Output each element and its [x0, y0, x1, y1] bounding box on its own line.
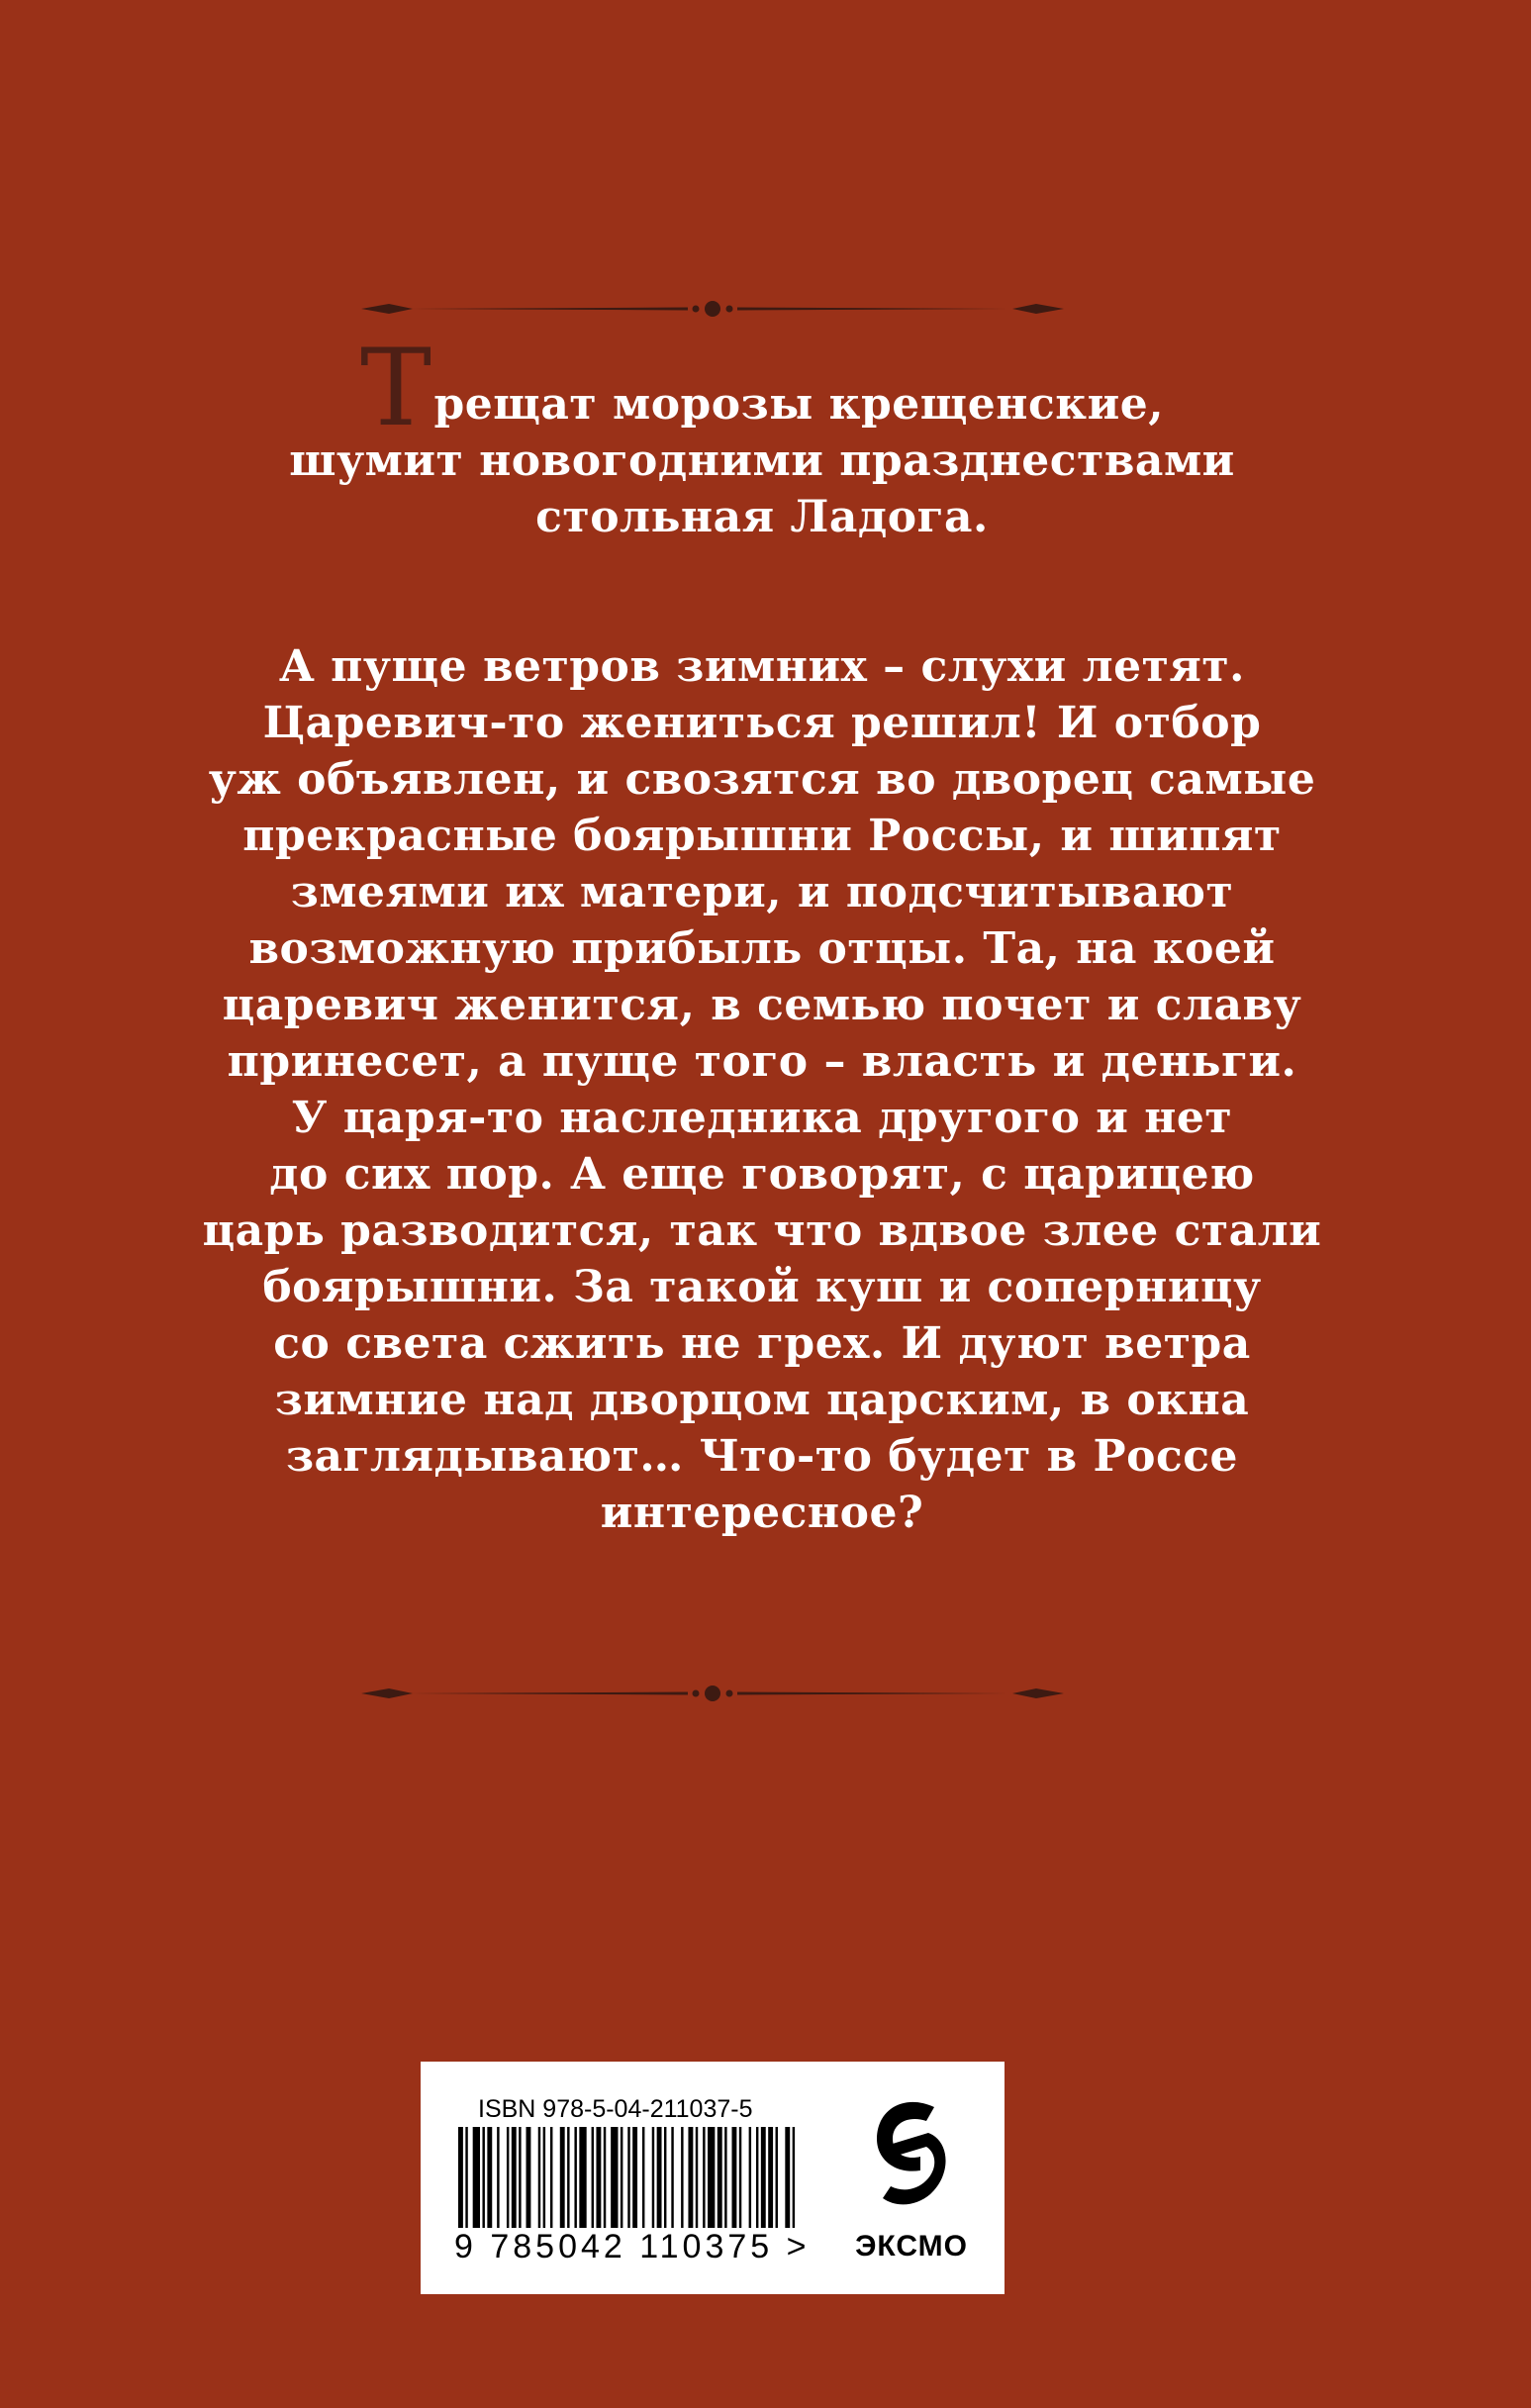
barcode-bar	[681, 2127, 683, 2244]
barcode-bar	[688, 2127, 693, 2244]
barcode-bar	[768, 2127, 773, 2244]
barcode-bar	[761, 2127, 766, 2244]
barcode-number: 9 785042 110375 >	[454, 2228, 811, 2265]
intro-line-3: стольная Ладога.	[535, 492, 989, 542]
intro-line-1-rest: рещат морозы крещенские,	[433, 379, 1165, 430]
barcode-bar	[465, 2127, 467, 2244]
barcode-bar	[560, 2127, 565, 2244]
barcode-bar	[543, 2127, 545, 2244]
blurb-line: уж объявлен, и свозятся во дворец самые	[208, 754, 1316, 805]
barcode-bar	[739, 2127, 741, 2244]
barcode-bar	[482, 2127, 484, 2244]
barcode-bar	[519, 2127, 521, 2244]
barcode-bar	[652, 2127, 654, 2244]
barcode-bar	[664, 2127, 666, 2244]
barcode-bar	[497, 2127, 499, 2244]
ornament-divider-top	[361, 294, 1064, 324]
barcode-bar	[657, 2127, 662, 2244]
barcode-bar	[718, 2127, 722, 2244]
blurb-line: заглядывают… Что-то будет в Россе	[285, 1431, 1239, 1482]
blurb-line: У царя-то наследника другого и нет	[291, 1093, 1233, 1143]
publisher-name: ЭКСМО	[855, 2230, 968, 2263]
blurb-line: принесет, а пуще того – власть и деньги.	[227, 1036, 1297, 1087]
barcode-bar	[793, 2127, 795, 2244]
blurb-line: А пуще ветров зимних – слухи летят.	[279, 641, 1245, 692]
barcode-bar	[526, 2127, 531, 2244]
barcode-bar	[731, 2127, 736, 2244]
blurb-line: со света сжить не грех. И дуют ветра	[273, 1318, 1251, 1369]
barcode-bar	[708, 2127, 715, 2244]
blurb-line: прекрасные боярышни Россы, и шипят	[242, 811, 1282, 861]
barcode-bar	[579, 2127, 586, 2244]
blurb-paragraph	[198, 638, 1326, 1541]
intro-line-1	[238, 327, 1287, 450]
barcode-bar	[512, 2127, 517, 2244]
intro-line-2: шумит новогодними празднествами	[289, 435, 1235, 486]
barcode-bar	[473, 2127, 480, 2244]
barcode-panel	[421, 2062, 1005, 2294]
barcode-bar	[621, 2127, 622, 2244]
barcode-bar	[567, 2127, 569, 2244]
barcode-bar	[627, 2127, 629, 2244]
barcode-bar	[574, 2127, 576, 2244]
barcode-bar	[596, 2127, 601, 2244]
barcode-bar	[458, 2127, 463, 2244]
barcode-bar	[703, 2127, 705, 2244]
blurb-line: царь разводится, так что вдвое злее стали	[202, 1205, 1322, 1256]
barcode-bar	[611, 2127, 618, 2244]
blurb-line: интересное?	[600, 1488, 924, 1538]
blurb-line: возможную прибыль отцы. Та, на коей	[248, 923, 1276, 974]
barcode-bar	[749, 2127, 751, 2244]
barcode-bar	[507, 2127, 509, 2244]
drop-cap: Т	[359, 327, 432, 450]
barcode-bar	[756, 2127, 758, 2244]
barcode-bar	[671, 2127, 673, 2244]
intro-text	[238, 327, 1287, 545]
barcode-bar	[776, 2127, 778, 2244]
blurb-line: змеями их матери, и подсчитывают	[290, 867, 1234, 917]
eksmo-logo-icon	[871, 2089, 954, 2213]
blurb-line: зимние над дворцом царским, в окна	[274, 1375, 1250, 1425]
barcode-bar	[632, 2127, 637, 2244]
barcode-bar	[538, 2127, 540, 2244]
blurb-line: царевич женится, в семью почет и славу	[222, 980, 1302, 1030]
barcode-bar	[642, 2127, 644, 2244]
isbn-label: ISBN 978-5-04-211037-5	[478, 2095, 753, 2123]
blurb-line: боярышни. За такой куш и соперницу	[262, 1262, 1262, 1312]
barcode-bar	[696, 2127, 698, 2244]
barcode-bar	[487, 2127, 492, 2244]
barcode-bar	[785, 2127, 790, 2244]
barcode-bar	[724, 2127, 726, 2244]
ornament-divider-bottom	[361, 1679, 1064, 1708]
blurb-line: до сих пор. А еще говорят, с царицею	[269, 1149, 1255, 1200]
barcode-bar	[592, 2127, 594, 2244]
barcode-bar	[604, 2127, 606, 2244]
barcode-bar	[550, 2127, 552, 2244]
barcode	[458, 2127, 800, 2244]
blurb-line: Царевич-то жениться решил! И отбор	[262, 698, 1262, 748]
